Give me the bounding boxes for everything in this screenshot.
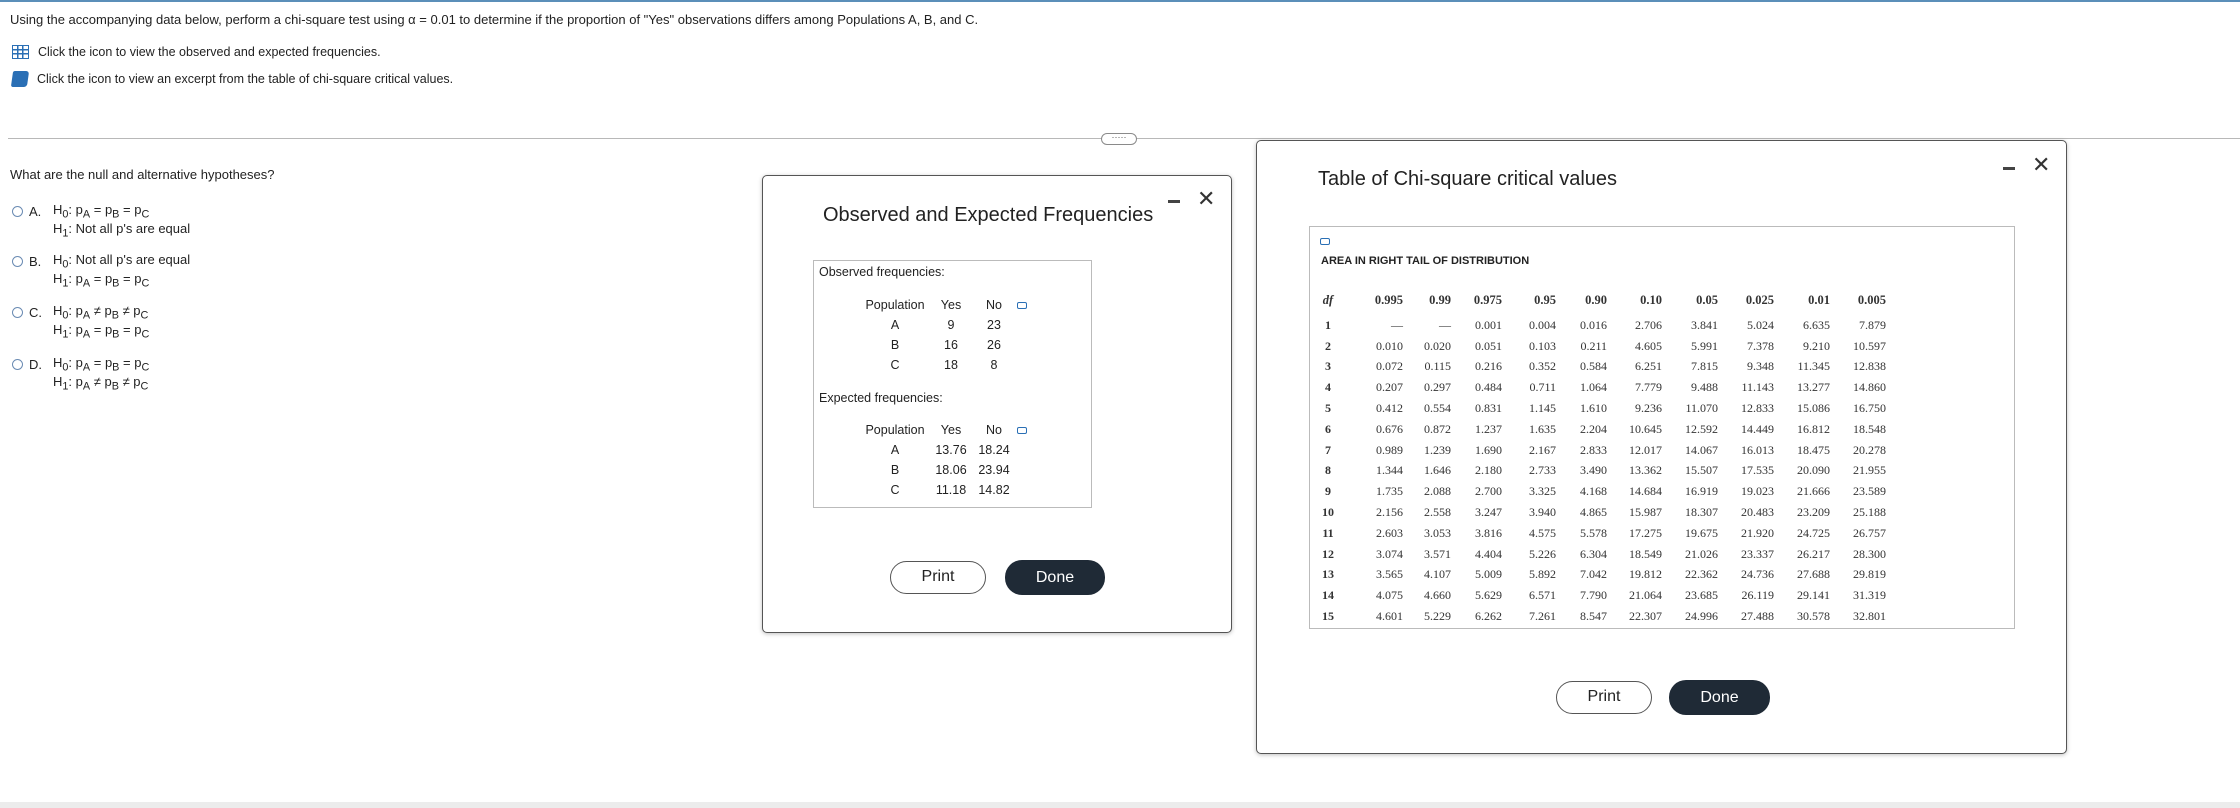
critical-value-cell: 0.872 — [1424, 421, 1451, 436]
critical-value-cell: 14.067 — [1685, 442, 1718, 457]
chi-done-button[interactable]: Done — [1669, 680, 1770, 715]
table-row: A 13.76 18.24 — [890, 443, 1010, 457]
critical-value-cell: 4.075 — [1376, 588, 1403, 603]
alpha-header: 0.95 — [1534, 292, 1556, 307]
table-row — [1320, 419, 1886, 440]
critical-value-cell: 1.635 — [1529, 421, 1556, 436]
copy-icon[interactable] — [1017, 302, 1027, 309]
critical-value-cell: 15.507 — [1685, 463, 1718, 478]
chi-print-button[interactable]: Print — [1556, 681, 1652, 714]
table-row: C 18 8 — [890, 358, 998, 372]
critical-value-cell: 0.711 — [1529, 380, 1556, 395]
critical-value-cell: 4.605 — [1635, 338, 1662, 353]
table-grid-icon[interactable] — [12, 45, 29, 59]
critical-value-cell: 7.790 — [1580, 588, 1607, 603]
table-row — [1320, 544, 1886, 565]
critical-value-cell: 21.064 — [1629, 588, 1662, 603]
critical-value-cell: 4.575 — [1529, 525, 1556, 540]
critical-value-cell: 21.920 — [1741, 525, 1774, 540]
critical-value-cell: 23.337 — [1741, 546, 1774, 561]
critical-value-cell: 32.801 — [1853, 609, 1886, 624]
freq-done-button[interactable]: Done — [1005, 560, 1105, 595]
critical-value-cell: 1.735 — [1376, 484, 1403, 499]
critical-value-cell: 25.188 — [1853, 505, 1886, 520]
df-cell: 4 — [1325, 380, 1331, 395]
critical-value-cell: 5.229 — [1424, 609, 1451, 624]
table-row — [1320, 502, 1886, 523]
critical-value-cell: 11.345 — [1797, 359, 1830, 374]
critical-value-cell: 0.010 — [1376, 338, 1403, 353]
header-yes: Yes — [940, 298, 962, 312]
critical-value-cell: 2.733 — [1529, 463, 1556, 478]
critical-value-cell: 24.736 — [1741, 567, 1774, 582]
critical-value-cell: 11.143 — [1741, 380, 1774, 395]
critical-value-cell: 6.251 — [1635, 359, 1662, 374]
critical-value-cell: 5.991 — [1691, 338, 1718, 353]
critical-value-cell: 13.277 — [1797, 380, 1830, 395]
option-d-h1: $H_1$: $p_A \ne p_B \ne p_C$ — [53, 374, 149, 393]
critical-value-cell: 12.592 — [1685, 421, 1718, 436]
critical-value-cell: 19.812 — [1629, 567, 1662, 582]
critical-value-cell: 17.275 — [1629, 525, 1662, 540]
df-cell: 2 — [1325, 338, 1331, 353]
df-cell: 7 — [1325, 442, 1331, 457]
critical-value-cell: 0.004 — [1529, 317, 1556, 332]
copy-icon[interactable] — [1320, 238, 1330, 245]
critical-value-cell: 15.987 — [1629, 505, 1662, 520]
critical-value-cell: 14.684 — [1629, 484, 1662, 499]
df-cell: 9 — [1325, 484, 1331, 499]
critical-value-cell: 4.660 — [1424, 588, 1451, 603]
critical-value-cell: 20.483 — [1741, 505, 1774, 520]
question-text: Using the accompanying data below, perform a chi-square test using α = 0.01 to determine if the proportion of "Yes" observations differs among Populations A, B, and C. — [10, 12, 979, 27]
critical-value-cell: 1.064 — [1580, 380, 1607, 395]
table-row — [1320, 336, 1886, 357]
critical-value-cell: 5.024 — [1747, 317, 1774, 332]
observed-label: Observed frequencies: — [819, 265, 945, 279]
critical-value-cell: 24.996 — [1685, 609, 1718, 624]
alpha-header: 0.01 — [1808, 292, 1830, 307]
df-cell: 3 — [1325, 359, 1331, 374]
critical-value-cell: 0.412 — [1376, 401, 1403, 416]
radio-c[interactable] — [12, 307, 23, 318]
critical-value-cell: 5.578 — [1580, 525, 1607, 540]
close-icon[interactable]: ✕ — [1197, 186, 1216, 211]
frequencies-dialog-title: Observed and Expected Frequencies — [823, 204, 1154, 226]
critical-value-cell: — — [1391, 317, 1403, 332]
critical-value-cell: — — [1439, 317, 1451, 332]
critical-value-cell: 1.237 — [1475, 421, 1502, 436]
critical-value-cell: 0.216 — [1475, 359, 1502, 374]
observed-table — [864, 295, 1032, 375]
df-cell: 6 — [1325, 421, 1331, 436]
option-b[interactable]: B. $H_0$: Not all p's are equal $H_1$: $p_A = p_B = p_C$ — [12, 252, 190, 290]
critical-value-cell: 5.629 — [1475, 588, 1502, 603]
df-cell: 8 — [1325, 463, 1331, 478]
critical-value-cell: 0.297 — [1424, 380, 1451, 395]
critical-value-cell: 3.565 — [1376, 567, 1403, 582]
critical-value-cell: 0.072 — [1376, 359, 1403, 374]
critical-value-cell: 5.009 — [1475, 567, 1502, 582]
critical-value-cell: 19.023 — [1741, 484, 1774, 499]
critical-value-cell: 0.001 — [1475, 317, 1502, 332]
critical-value-cell: 18.307 — [1685, 505, 1718, 520]
critical-value-cell: 31.319 — [1853, 588, 1886, 603]
critical-value-cell: 16.919 — [1685, 484, 1718, 499]
critical-value-cell: 6.635 — [1803, 317, 1830, 332]
critical-value-cell: 7.378 — [1747, 338, 1774, 353]
bottom-bar — [0, 802, 2240, 808]
critical-value-cell: 0.484 — [1475, 380, 1502, 395]
radio-b[interactable] — [12, 256, 23, 267]
critical-value-cell: 6.571 — [1529, 588, 1556, 603]
critical-value-cell: 5.226 — [1529, 546, 1556, 561]
alpha-header: 0.995 — [1374, 292, 1403, 307]
critical-value-cell: 10.597 — [1853, 338, 1886, 353]
critical-value-cell: 10.645 — [1629, 421, 1662, 436]
table-row — [1320, 315, 1886, 336]
critical-value-cell: 27.488 — [1741, 609, 1774, 624]
alpha-header: 0.99 — [1429, 292, 1451, 307]
minimize-icon[interactable] — [1168, 200, 1180, 203]
table-row: C 11.18 14.82 — [890, 483, 1010, 497]
hypotheses-prompt: What are the null and alternative hypotheses? — [10, 167, 275, 182]
critical-value-cell: 11.070 — [1685, 401, 1718, 416]
table-row: B 18.06 23.94 — [890, 463, 1010, 477]
critical-value-cell: 0.352 — [1529, 359, 1556, 374]
critical-value-cell: 14.449 — [1741, 421, 1774, 436]
critical-value-cell: 0.051 — [1475, 338, 1502, 353]
critical-value-cell: 1.610 — [1580, 401, 1607, 416]
critical-value-cell: 3.940 — [1529, 505, 1556, 520]
critical-value-cell: 4.865 — [1580, 505, 1607, 520]
critical-value-cell: 20.090 — [1797, 463, 1830, 478]
option-a-h0: $H_0$: $p_A = p_B = p_C$ — [53, 202, 150, 221]
critical-value-cell: 23.589 — [1853, 484, 1886, 499]
critical-value-cell: 30.578 — [1797, 609, 1830, 624]
critical-value-cell: 0.989 — [1376, 442, 1403, 457]
option-a-h1: $H_1$: Not all p's are equal — [53, 221, 191, 240]
critical-value-cell: 23.685 — [1685, 588, 1718, 603]
critical-value-cell: 3.490 — [1580, 463, 1607, 478]
critical-value-cell: 7.815 — [1691, 359, 1718, 374]
critical-value-cell: 9.236 — [1635, 401, 1662, 416]
table-row — [1320, 398, 1886, 419]
option-d-h0: $H_0$: $p_A = p_B = p_C$ — [53, 355, 150, 374]
critical-value-cell: 2.706 — [1635, 317, 1662, 332]
critical-value-cell: 0.020 — [1424, 338, 1451, 353]
expand-more-button[interactable]: ····· — [1101, 133, 1137, 145]
critical-value-cell: 18.548 — [1853, 421, 1886, 436]
critical-value-cell: 0.103 — [1529, 338, 1556, 353]
radio-d[interactable] — [12, 359, 23, 370]
alpha-header: 0.90 — [1585, 292, 1607, 307]
critical-value-cell: 2.180 — [1475, 463, 1502, 478]
critical-value-cell: 9.488 — [1691, 380, 1718, 395]
header-no: No — [986, 298, 1002, 312]
critical-value-cell: 3.325 — [1529, 484, 1556, 499]
critical-value-cell: 0.016 — [1580, 317, 1607, 332]
header-population: Population — [865, 298, 925, 312]
critical-value-cell: 18.549 — [1629, 546, 1662, 561]
critical-value-cell: 7.779 — [1635, 380, 1662, 395]
df-cell: 15 — [1322, 609, 1334, 624]
critical-value-cell: 12.017 — [1629, 442, 1662, 457]
table-row — [1320, 481, 1886, 502]
critical-value-cell: 16.812 — [1797, 421, 1830, 436]
critical-value-cell: 23.209 — [1797, 505, 1830, 520]
critical-value-cell: 1.646 — [1424, 463, 1451, 478]
df-cell: 1 — [1325, 317, 1331, 332]
critical-value-cell: 3.571 — [1424, 546, 1451, 561]
chi-square-table-panel — [1309, 226, 2015, 629]
df-cell: 14 — [1322, 588, 1334, 603]
critical-value-cell: 21.026 — [1685, 546, 1718, 561]
critical-value-cell: 2.156 — [1376, 505, 1403, 520]
critical-value-cell: 26.217 — [1797, 546, 1830, 561]
option-b-h0: $H_0$: Not all p's are equal — [53, 252, 191, 271]
critical-value-cell: 2.700 — [1475, 484, 1502, 499]
option-c-h0: $H_0$: $p_A \ne p_B \ne p_C$ — [53, 303, 149, 322]
chi-table-link-row[interactable] — [12, 71, 453, 87]
critical-value-cell: 19.675 — [1685, 525, 1718, 540]
table-row — [1320, 565, 1886, 586]
critical-value-cell: 7.261 — [1529, 609, 1556, 624]
df-cell: 13 — [1322, 567, 1334, 582]
table-row — [1320, 357, 1886, 378]
critical-value-cell: 4.107 — [1424, 567, 1451, 582]
critical-value-cell: 9.210 — [1803, 338, 1830, 353]
critical-value-cell: 0.115 — [1424, 359, 1451, 374]
alpha-header: 0.025 — [1745, 292, 1774, 307]
alpha-header: 0.975 — [1473, 292, 1502, 307]
critical-value-cell: 0.676 — [1376, 421, 1403, 436]
df-cell: 12 — [1322, 546, 1334, 561]
critical-value-cell: 28.300 — [1853, 546, 1886, 561]
radio-a[interactable] — [12, 206, 23, 217]
option-d[interactable]: D. $H_0$: $p_A = p_B = p_C$ $H_1$: $p_A \ne p_B \ne p_C$ — [12, 355, 149, 393]
expected-label: Expected frequencies: — [819, 391, 943, 405]
critical-value-cell: 2.603 — [1376, 525, 1403, 540]
df-cell: 10 — [1322, 505, 1334, 520]
chi-square-dialog-title: Table of Chi-square critical values — [1318, 168, 1618, 190]
expected-table: Population Yes No A 13.76 18.24 B 18.06 23.94 C 11.18 14.82 — [864, 420, 1032, 500]
copy-icon[interactable] — [1017, 427, 1027, 434]
critical-value-cell: 26.757 — [1853, 525, 1886, 540]
close-icon[interactable]: ✕ — [2032, 152, 2051, 177]
critical-value-cell: 7.042 — [1580, 567, 1607, 582]
table-row — [1320, 377, 1886, 398]
critical-value-cell: 9.348 — [1747, 359, 1774, 374]
critical-value-cell: 2.833 — [1580, 442, 1607, 457]
alpha-header: 0.10 — [1640, 292, 1662, 307]
critical-value-cell: 13.362 — [1629, 463, 1662, 478]
top-accent-line — [0, 0, 2240, 2]
critical-value-cell: 12.838 — [1853, 359, 1886, 374]
table-row — [1320, 461, 1886, 482]
critical-value-cell: 2.167 — [1529, 442, 1556, 457]
critical-value-cell: 8.547 — [1580, 609, 1607, 624]
frequencies-link-text: Click the icon to view the observed and expected frequencies. — [38, 45, 381, 59]
critical-value-cell: 6.304 — [1580, 546, 1607, 561]
frequencies-panel — [813, 260, 1092, 508]
critical-value-cell: 18.475 — [1797, 442, 1830, 457]
option-b-h1: $H_1$: $p_A = p_B = p_C$ — [53, 271, 150, 290]
critical-value-cell: 4.601 — [1376, 609, 1403, 624]
df-cell: 5 — [1325, 401, 1331, 416]
critical-value-cell: 0.831 — [1475, 401, 1502, 416]
critical-value-cell: 0.584 — [1580, 359, 1607, 374]
df-cell: 11 — [1322, 525, 1334, 540]
critical-value-cell: 3.053 — [1424, 525, 1451, 540]
critical-value-cell: 3.816 — [1475, 525, 1502, 540]
book-icon[interactable] — [11, 71, 29, 87]
critical-value-cell: 21.666 — [1797, 484, 1830, 499]
alpha-header: 0.05 — [1696, 292, 1718, 307]
table-row: A 9 23 — [890, 318, 1001, 332]
critical-value-cell: 29.819 — [1853, 567, 1886, 582]
critical-value-cell: 1.690 — [1475, 442, 1502, 457]
critical-value-cell: 1.344 — [1376, 463, 1403, 478]
critical-value-cell: 2.088 — [1424, 484, 1451, 499]
critical-value-cell: 22.362 — [1685, 567, 1718, 582]
critical-value-cell: 22.307 — [1629, 609, 1662, 624]
critical-value-cell: 5.892 — [1529, 567, 1556, 582]
critical-value-cell: 16.013 — [1741, 442, 1774, 457]
critical-value-cell: 1.239 — [1424, 442, 1451, 457]
chi-square-table — [1320, 285, 1886, 627]
critical-value-cell: 0.554 — [1424, 401, 1451, 416]
critical-value-cell: 26.119 — [1741, 588, 1774, 603]
table-row — [1320, 585, 1886, 606]
critical-value-cell: 1.145 — [1529, 401, 1556, 416]
critical-value-cell: 16.750 — [1853, 401, 1886, 416]
critical-value-cell: 15.086 — [1797, 401, 1830, 416]
table-row — [1320, 440, 1886, 461]
critical-value-cell: 24.725 — [1797, 525, 1830, 540]
critical-value-cell: 20.278 — [1853, 442, 1886, 457]
option-c-h1: $H_1$: $p_A = p_B = p_C$ — [53, 322, 150, 341]
option-c[interactable]: C. $H_0$: $p_A \ne p_B \ne p_C$ $H_1$: $p_A = p_B = p_C$ — [12, 303, 149, 341]
critical-value-cell: 3.074 — [1376, 546, 1403, 561]
critical-value-cell: 6.262 — [1475, 609, 1502, 624]
critical-value-cell: 12.833 — [1741, 401, 1774, 416]
critical-value-cell: 7.879 — [1859, 317, 1886, 332]
critical-value-cell: 4.404 — [1475, 546, 1502, 561]
critical-value-cell: 14.860 — [1853, 380, 1886, 395]
df-header: df — [1322, 292, 1334, 307]
table-row: B 16 26 — [890, 338, 1001, 352]
frequencies-link-row[interactable] — [12, 45, 381, 59]
table-row — [1320, 523, 1886, 544]
critical-value-cell: 3.247 — [1475, 505, 1502, 520]
critical-value-cell: 0.211 — [1580, 338, 1607, 353]
freq-print-button[interactable]: Print — [890, 561, 986, 594]
critical-value-cell: 0.207 — [1376, 380, 1403, 395]
critical-value-cell: 17.535 — [1741, 463, 1774, 478]
alpha-header: 0.005 — [1857, 292, 1886, 307]
critical-value-cell: 2.204 — [1580, 421, 1607, 436]
critical-value-cell: 21.955 — [1853, 463, 1886, 478]
option-a[interactable]: A. $H_0$: $p_A = p_B = p_C$ $H_1$: Not all p's are equal — [12, 202, 190, 240]
critical-value-cell: 27.688 — [1797, 567, 1830, 582]
table-row — [1320, 606, 1886, 627]
chi-table-link-text: Click the icon to view an excerpt from the table of chi-square critical values. — [37, 72, 454, 86]
minimize-icon[interactable] — [2003, 167, 2015, 170]
critical-value-cell: 4.168 — [1580, 484, 1607, 499]
critical-value-cell: 29.141 — [1797, 588, 1830, 603]
critical-value-cell: 3.841 — [1691, 317, 1718, 332]
area-right-tail-label: AREA IN RIGHT TAIL OF DISTRIBUTION — [1321, 255, 1530, 267]
critical-value-cell: 2.558 — [1424, 505, 1451, 520]
